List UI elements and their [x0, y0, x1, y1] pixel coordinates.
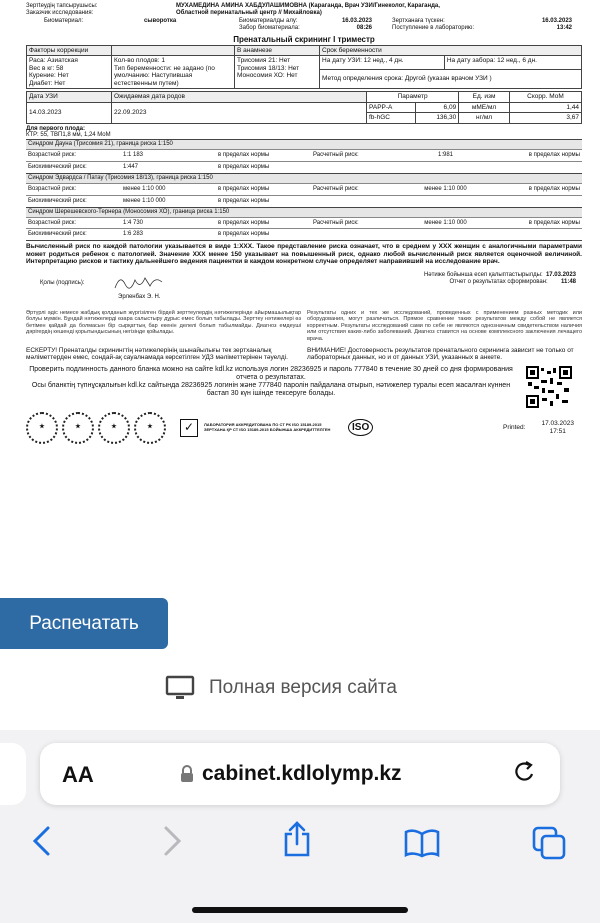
disclaimers [26, 310, 582, 343]
customer-label-kz: Зертteудің тапсырушысы: [26, 3, 98, 9]
syndrome-turner [26, 207, 582, 242]
reader-settings-button[interactable]: AA [62, 762, 94, 787]
printed-label: Printed: [503, 423, 526, 431]
signature-label: Қолы (подпись): [40, 279, 85, 286]
print-button[interactable]: Распечатать [0, 598, 168, 649]
taken-date: 16.03.2023 [341, 17, 372, 24]
syndromes [26, 139, 582, 241]
customer-label-ru: Заказчик исследования: [26, 9, 94, 16]
received-label: Зертханаға түскен: [392, 17, 445, 24]
tabs-icon [532, 826, 568, 860]
age-risk-value: 1:4 730 [123, 219, 144, 226]
award-seal-icon: ★ [62, 412, 94, 444]
calc-risk-value: менее 1:10 000 [424, 219, 467, 226]
url-text: cabinet.kdlolymp.kz [202, 762, 402, 785]
trisomy21-history: Трисомия 21: Нет [237, 57, 291, 65]
syndrome-edwards [26, 173, 582, 207]
signature-block [26, 272, 582, 302]
fetus-count: Кол-во плодов: 1 [114, 57, 165, 65]
verify-kz: Осы бланктің түпнұсқалығын kdl.kz сайтында 28236925 логинін және 777840 паролін пайдалана отырып, нәтижелер туралы есеп жасалған күннен бастап 30 күн ішінде тексеруге болады. [31, 381, 511, 397]
share-button[interactable] [282, 820, 312, 863]
calc-risk-label: Расчетный риск: [313, 219, 359, 226]
iso-logo: ISO [348, 419, 373, 437]
term-method: Метод определения срока: Другой (указан врачом УЗИ ) [320, 70, 582, 89]
desktop-monitor-icon [165, 675, 195, 701]
patient-line: МУХАМЕДИНА АМИНА ХАБДУЛАШИМОВНА (Караганда, Врач УЗИ/Гинеколог, Караганда, [176, 3, 440, 9]
calc-risk-result: в пределах нормы [528, 219, 580, 226]
trisomy18-history: Трисомия 18/13: Нет [237, 64, 300, 72]
formed-time: 11:48 [560, 278, 576, 285]
birth-date: 22.09.2023 [112, 102, 367, 123]
share-icon [282, 820, 312, 858]
warning-kz: ЕСКЕРТУ! Пренаталды скринингтің нәтижелерінің шынайылығы тек зертханалық мәліметтерден емес, сондай-ақ сауалнамада көрсетілген УДЗ мәліметтерінен тәуелді. [26, 346, 288, 362]
url-display[interactable] [180, 762, 402, 786]
signer-name: Эрленбах Э. Н. [118, 293, 161, 300]
received-date: 16.03.2023 [541, 17, 572, 24]
formed-date: 17.03.2023 [545, 271, 576, 278]
verification-block [26, 366, 582, 408]
full-version-link[interactable] [165, 675, 397, 701]
age-risk-value: менее 1:10 000 [123, 185, 166, 192]
corr-header-anamnesis: В анамнезе [235, 45, 320, 55]
first-fetus-label: Для первого плода: [26, 125, 85, 132]
taken-label: Биоматериалды алу: [239, 17, 298, 24]
monosomy-history: Моносомия ХО: Нет [237, 72, 298, 80]
previous-tab-edge[interactable] [0, 743, 26, 805]
age-risk-result: в пределах нормы [218, 152, 270, 159]
syndrome-title: Синдром Шерешевского-Тернера (Моносомия ХО), граница риска 1:150 [26, 207, 582, 217]
age-risk-result: в пределах нормы [218, 185, 270, 192]
birth-date-header: Ожидаемая дата родов [112, 92, 367, 102]
param-mom: 1,44 [509, 102, 581, 112]
forward-button[interactable] [160, 825, 184, 862]
bio-risk-value: менее 1:10 000 [123, 197, 166, 204]
reload-icon [512, 759, 538, 787]
param-value: 6,09 [416, 102, 459, 112]
signature-scribble-icon [110, 272, 170, 294]
award-seal-icon: ★ [26, 412, 58, 444]
calc-risk-value: менее 1:10 000 [424, 185, 467, 192]
reload-button[interactable] [512, 759, 538, 792]
received-time: 13:42 [556, 24, 572, 31]
signature [110, 272, 220, 302]
bio-risk-result: в пределах нормы [218, 197, 270, 204]
param-mom: 3,67 [509, 113, 581, 123]
browser-chrome [0, 730, 600, 923]
home-indicator[interactable] [192, 907, 408, 913]
tabs-button[interactable] [532, 826, 568, 865]
calc-risk-value: 1:981 [437, 152, 453, 159]
param-value: 136,30 [416, 113, 459, 123]
unit-header: Ед. изм [459, 92, 510, 102]
full-version-label: Полная версия сайта [209, 677, 397, 698]
received-label-ru: Поступление в лабораторию: [392, 24, 475, 31]
param-unit: мМЕ/мл [459, 102, 510, 112]
accreditation-text: ЛАБОРАТОРИЯ АККРЕДИТОВАНА ПО СТ РК ISO 15189-2015 ЗЕРТХАНА ҚР СТ ISO 15189-2015 БОЙЫНША АККРЕДИТТЕЛГЕН [204, 422, 331, 432]
bookmarks-button[interactable] [404, 828, 440, 863]
verify-ru: Проверить подлинность данного бланка можно на сайте kdl.kz используя логин 28236925 и пароль 777840 в течение 30 дней со дня формирования отчета о результатах. [29, 365, 513, 381]
sample-info [26, 18, 582, 32]
age-risk-label: Возрастной риск: [28, 152, 77, 159]
uzi-table [26, 91, 582, 123]
age-risk-result: в пределах нормы [218, 219, 270, 226]
syndrome-title: Синдром Эдвардса / Патау (Трисомия 18/13), граница риска 1:150 [26, 173, 582, 183]
bio-risk-value: 1:6 283 [123, 231, 144, 238]
printed-date: 17.03.2023 [541, 420, 574, 428]
bio-risk-result: в пределах нормы [218, 231, 270, 238]
award-seal-icon: ★ [98, 412, 130, 444]
param-name: PAPP-A [367, 102, 416, 112]
param-name: fb-hGC [367, 113, 416, 123]
report-header [26, 3, 582, 17]
address-bar[interactable] [40, 743, 560, 805]
mom-header: Скорр. МоМ [509, 92, 581, 102]
bio-risk-value: 1:447 [123, 164, 139, 171]
lock-icon [180, 765, 194, 783]
taken-time: 08:26 [356, 24, 372, 31]
calc-risk-label: Расчетный риск: [313, 185, 359, 192]
chevron-right-icon [160, 825, 184, 857]
warnings [26, 347, 582, 362]
syndrome-down [26, 139, 582, 173]
formed-label-kz: Нәтиже бойынша есеп қалыптастырылды: [423, 271, 543, 278]
term-sample: На дату забора: 12 нед., 6 дн. [444, 56, 581, 70]
risk-explanation: Вычисленный риск по каждой патологии указывается в виде 1:XXX. Такое представление риска означает, что в среднем у XXX женщин с аналогичными параметрами может родиться ребенок с патологией. Значение XXX менее 150 указывает на повышенный риск, однако любой вычисленный риск является оценочной величиной. Интерпретацию рисков и тактику дальнейшего ведения пациентки в каждом конкретном случае определяет направивший на исследование врач. [26, 243, 582, 266]
taken-label-ru: Забор биоматериала: [239, 24, 300, 31]
calc-risk-label: Расчетный риск: [313, 152, 359, 159]
diabetes: Диабет: Нет [29, 79, 66, 87]
report-title: Пренатальный скрининг I триместр [233, 34, 375, 44]
calc-risk-result: в пределах нормы [528, 152, 580, 159]
checkmark-icon: ✓ [180, 419, 198, 437]
book-icon [404, 828, 440, 858]
param-header: Параметр [367, 92, 459, 102]
correction-factors-table [26, 45, 582, 89]
printed-time: 17:51 [549, 427, 566, 435]
weight: Вес в кг: 58 [29, 64, 64, 72]
biomaterial-label: Биоматериал: [44, 17, 84, 24]
age-risk-label: Возрастной риск: [28, 219, 77, 226]
corr-header-factors: Факторы коррекции [27, 45, 112, 55]
qr-code-icon [526, 366, 582, 408]
disclaimer-ru: Результаты одних и тех же исследований, проведенных с применением разных методик или оборудования, могут различаться. Прямое сравнение таких результатов между собой не является корректным. Результаты исследований сами по себе не являются однозначным свидетельством наличия или отсутствия каких-либо заболеваний. Диагноз ставится на основе комплексного заключения лечащего врача. [307, 309, 582, 343]
age-risk-value: 1:1 183 [123, 152, 144, 159]
uzi-date: 14.03.2023 [27, 102, 112, 123]
calc-risk-result: в пределах нормы [528, 185, 580, 192]
syndrome-title: Синдром Дауна (Трисомия 21), граница риска 1:150 [26, 139, 582, 149]
param-unit: нг/мл [459, 113, 510, 123]
pregnancy-type: Тип беременности: не задано (по умолчанию: Наступившая естественным путем) [114, 64, 215, 87]
award-seal-icon: ★ [134, 412, 166, 444]
bio-risk-result: в пределах нормы [218, 164, 270, 171]
center-line: Областной перинатальный центр // Михайловка) [176, 9, 322, 16]
warning-ru: ВНИМАНИЕ! Достоверность результатов пренатального скрининга зависит не только от лабораторных данных, но и от данных УЗИ, указанных в анкете. [307, 346, 574, 362]
footer-badges [26, 412, 582, 444]
bio-risk-label: Биохимический риск: [28, 197, 87, 204]
back-button[interactable] [30, 825, 54, 862]
smoking: Курение: Нет [29, 72, 69, 80]
age-risk-label: Возрастной риск: [28, 185, 77, 192]
chevron-left-icon [30, 825, 54, 857]
corr-header-term: Срок беременности [320, 45, 582, 55]
uzi-date-header: Дата УЗИ [27, 92, 112, 102]
bio-risk-label: Биохимический риск: [28, 164, 87, 171]
bio-risk-label: Биохимический риск: [28, 231, 87, 238]
race: Раса: Азиатская [29, 57, 78, 65]
formed-label-ru: Отчет о результатах сформирован: [449, 278, 548, 285]
ktr-line: КТР: 55, ТВП1,8 мм, 1,24 MoM [26, 132, 111, 139]
biomaterial-value: сыворотка [144, 17, 177, 24]
disclaimer-kz: Әртүрлі әдіс немесе жабдық қолданып жүргізілген бірдей зерттеулердің нәтижелерінде айырмашылықтар болуы мүмкін. Бұндай нәтижелерді өзара салыстыру дұрыс емес болып табылады. Зерттеу нәтижелері өз бетімен қайдай да болмасын бір сырқаттың бар екенін делелі болып табылмайды. Диагноз емдеуші дәрігердің кешенді қорытындысының негізінде қойылады. [26, 309, 301, 336]
term-uzi: На дату УЗИ: 12 нед., 4 дн. [320, 56, 445, 70]
